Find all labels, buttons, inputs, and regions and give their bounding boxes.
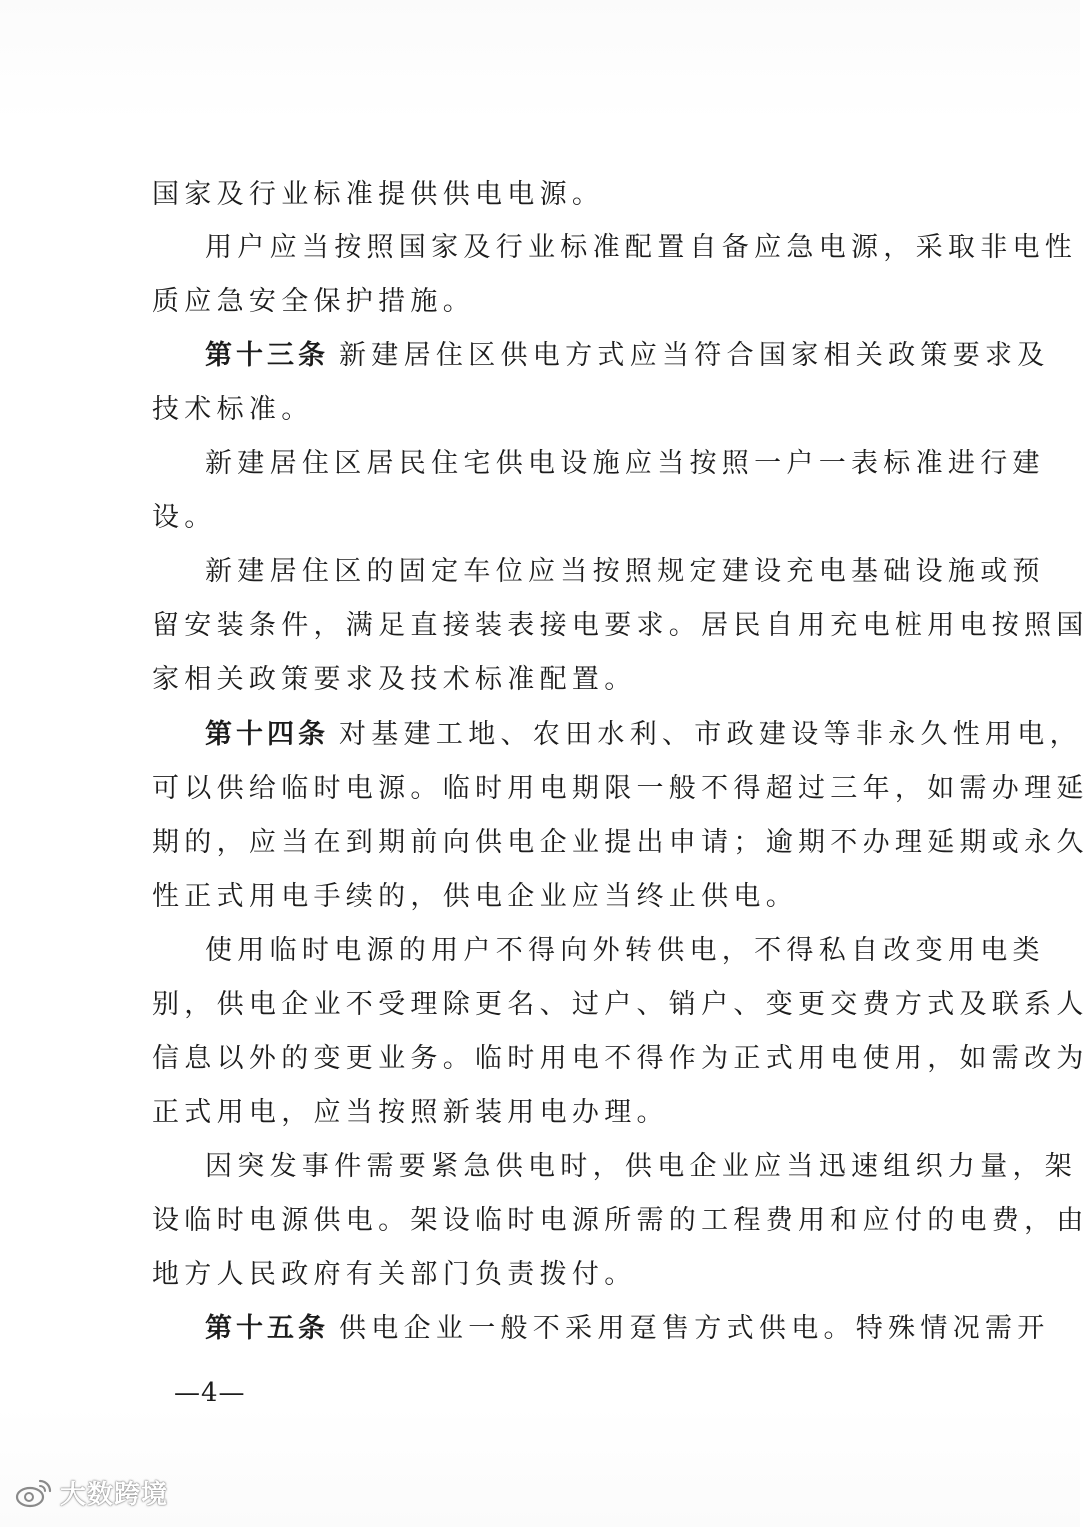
paragraph-5-line-2 — [152, 815, 1089, 871]
line-text: 性正式用电手续的，供电企业应当终止供电。 — [152, 881, 798, 912]
paragraph-7-line-0 — [205, 1139, 1078, 1195]
paragraph-3-line-0 — [205, 436, 1045, 492]
paragraph-7-line-1 — [152, 1193, 1089, 1249]
paragraph-4-line-0 — [205, 544, 1045, 600]
paragraph-0-line-0 — [152, 167, 942, 223]
line-text: 新建居住区供电方式应当符合国家相关政策要求及 — [339, 340, 1050, 371]
paragraph-6-line-1 — [152, 977, 1089, 1033]
line-text: 设临时电源供电。架设临时电源所需的工程费用和应付的电费，由 — [152, 1205, 1089, 1236]
article-number: 第十五条 — [205, 1313, 329, 1344]
line-text: 期的，应当在到期前向供电企业提出申请；逾期不办理延期或永久 — [152, 827, 1089, 858]
page-number: —4— — [174, 1378, 246, 1408]
line-text: 因突发事件需要紧急供电时，供电企业应当迅速组织力量，架 — [205, 1151, 1078, 1182]
line-text: 可以供给临时电源。临时用电期限一般不得超过三年，如需办理延 — [152, 773, 1089, 804]
article-number: 第十三条 — [205, 340, 329, 371]
line-text: 别，供电企业不受理除更名、过户、销户、变更交费方式及联系人 — [152, 989, 1089, 1020]
paragraph-7-line-2 — [152, 1247, 942, 1303]
line-text: 用户应当按照国家及行业标准配置自备应急电源，采取非电性 — [205, 232, 1078, 263]
line-text: 供电企业一般不采用趸售方式供电。特殊情况需开 — [339, 1313, 1050, 1344]
paragraph-5-line-1 — [152, 761, 1089, 817]
line-text: 质应急安全保护措施。 — [152, 286, 475, 317]
weibo-logo-icon — [14, 1475, 54, 1509]
paragraph-2-line-0 — [205, 328, 1050, 384]
line-text: 对基建工地、农田水利、市政建设等非永久性用电， — [339, 719, 1082, 750]
article-number: 第十四条 — [205, 719, 329, 750]
line-text: 新建居住区居民住宅供电设施应当按照一户一表标准进行建 — [205, 448, 1045, 479]
line-text: 国家及行业标准提供供电电源。 — [152, 179, 605, 210]
watermark — [14, 1470, 168, 1514]
line-text: 家相关政策要求及技术标准配置。 — [152, 664, 637, 695]
paragraph-8-line-0 — [205, 1301, 1050, 1357]
paragraph-4-line-2 — [152, 652, 942, 708]
line-text: 技术标准。 — [152, 394, 314, 425]
paragraph-2-line-1 — [152, 382, 942, 438]
paragraph-5-line-3 — [152, 869, 942, 925]
paragraph-4-line-1 — [152, 598, 1089, 654]
watermark-text: 大数跨境 — [60, 1479, 169, 1510]
paragraph-6-line-2 — [152, 1031, 1089, 1087]
line-text: 使用临时电源的用户不得向外转供电，不得私自改变用电类 — [205, 935, 1045, 966]
paragraph-6-line-3 — [152, 1085, 942, 1141]
line-text: 留安装条件，满足直接装表接电要求。居民自用充电桩用电按照国 — [152, 610, 1089, 641]
paragraph-1-line-1 — [152, 274, 942, 330]
line-text: 信息以外的变更业务。临时用电不得作为正式用电使用，如需改为 — [152, 1043, 1089, 1074]
paragraph-6-line-0 — [205, 923, 1045, 979]
paragraph-1-line-0 — [205, 220, 1078, 276]
line-text: 新建居住区的固定车位应当按照规定建设充电基础设施或预 — [205, 556, 1045, 587]
paragraph-3-line-1 — [152, 490, 942, 546]
line-text: 地方人民政府有关部门负责拨付。 — [152, 1259, 637, 1290]
line-text: 设。 — [152, 502, 217, 533]
line-text: 正式用电，应当按照新装用电办理。 — [152, 1097, 669, 1128]
paragraph-5-line-0 — [205, 707, 1082, 763]
